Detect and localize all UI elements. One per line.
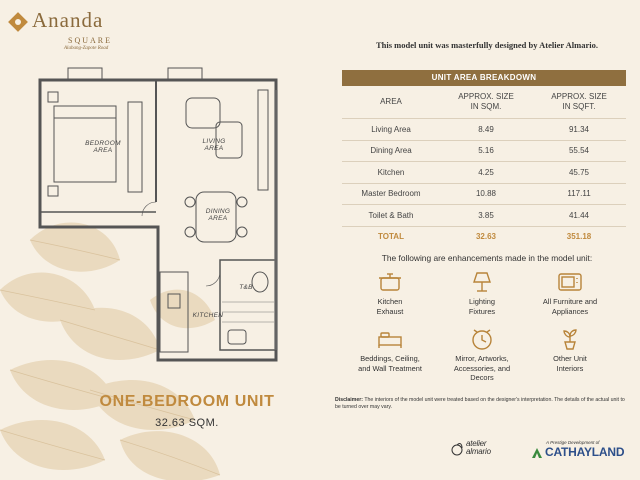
- header-sqm: APPROX. SIZE IN SQM.: [458, 92, 514, 111]
- bed-icon: [377, 327, 403, 351]
- floor-plan: [38, 62, 288, 362]
- plan-label-bedroom: BEDROOM AREA: [85, 140, 121, 154]
- plant-icon: [557, 327, 583, 351]
- brand-address: Alabang-Zapote Road: [64, 46, 109, 51]
- atelier-line1: atelier: [466, 439, 487, 448]
- enhancement-item: [442, 270, 522, 316]
- row-area: Toilet & Bath: [368, 210, 414, 220]
- row-sqft: 91.34: [568, 124, 590, 134]
- row-sqft: 45.75: [568, 167, 590, 177]
- unit-area: 32.63 SQM.: [155, 417, 219, 429]
- row-sqft: 41.44: [568, 210, 590, 220]
- table-row: [342, 184, 626, 206]
- atelier-line2: almario: [466, 447, 491, 456]
- cathayland-logo: [530, 440, 640, 470]
- table-title: UNIT AREA BREAKDOWN: [342, 70, 626, 86]
- plan-label-living: LIVING AREA: [202, 138, 226, 152]
- enhancement-label: All Furniture and Appliances: [542, 297, 598, 316]
- brand-logo: [8, 8, 148, 54]
- row-sqm: 8.49: [478, 124, 494, 134]
- row-area: Living Area: [371, 124, 411, 134]
- row-area: Master Bedroom: [361, 189, 421, 199]
- plan-label-dining: DINING AREA: [205, 208, 231, 222]
- row-sqft: 55.54: [568, 146, 590, 156]
- unit-area-table: [342, 70, 626, 247]
- disclaimer-label: Disclaimer:: [335, 397, 363, 403]
- cathay-tagline: A Prestige Development of: [546, 440, 600, 445]
- total-sqft: 351.18: [566, 232, 592, 242]
- plan-label-tb: T&B: [239, 284, 253, 291]
- table-row: [342, 205, 626, 227]
- header-area: AREA: [380, 97, 402, 106]
- total-sqm: 32.63: [475, 232, 497, 242]
- enhancement-label: Beddings, Ceiling, and Wall Treatment: [358, 354, 422, 373]
- atelier-mark-icon: [450, 440, 464, 460]
- table-row: [342, 162, 626, 184]
- row-sqm: 10.88: [475, 189, 497, 199]
- designed-by-note: This model unit was masterfully designed by Atelier Almario.: [375, 40, 599, 50]
- enhancement-item: [350, 270, 430, 316]
- total-label: TOTAL: [378, 232, 404, 242]
- microwave-icon: [557, 270, 583, 294]
- table-row: [342, 141, 626, 163]
- brand-name: Ananda: [32, 8, 104, 32]
- clock-icon: [469, 327, 495, 351]
- enhancement-label: Other Unit Interiors: [553, 354, 587, 373]
- table-row: [342, 119, 626, 141]
- table-header-row: [342, 86, 626, 119]
- disclaimer: [335, 397, 630, 411]
- pot-icon: [377, 270, 403, 294]
- atelier-text: [466, 440, 491, 456]
- lamp-icon: [469, 270, 495, 294]
- plan-label-kitchen: KITCHEN: [192, 312, 224, 319]
- ananda-mark-icon: [8, 12, 28, 32]
- row-area: Kitchen: [377, 167, 405, 177]
- floor-plan-drawing: [38, 62, 288, 362]
- row-sqm: 3.85: [478, 210, 494, 220]
- enhancement-item: [442, 327, 522, 383]
- header-sqft: APPROX. SIZE IN SQFT.: [551, 92, 607, 111]
- brand-sub: SQUARE: [68, 36, 113, 45]
- cathay-name: CATHAYLAND: [545, 445, 625, 459]
- disclaimer-text: The interiors of the model unit were treated based on the designer's interpretation. The details of the actual unit to be turned over may vary.: [335, 397, 625, 410]
- unit-title: ONE-BEDROOM UNIT: [99, 393, 275, 410]
- enhancement-item: [530, 327, 610, 373]
- atelier-almario-logo: [450, 438, 520, 466]
- enhancement-item: [530, 270, 610, 316]
- enhancement-label: Mirror, Artworks, Accessories, and Decors: [453, 354, 511, 382]
- row-sqm: 4.25: [478, 167, 494, 177]
- enhancements-intro: The following are enhancements made in the model unit:: [381, 253, 593, 263]
- enhancement-label: Lighting Fixtures: [468, 297, 496, 316]
- enhancement-label: Kitchen Exhaust: [376, 297, 404, 316]
- row-sqft: 117.11: [567, 189, 591, 199]
- row-area: Dining Area: [370, 146, 412, 156]
- enhancement-item: [350, 327, 430, 373]
- cathay-mark-icon: [530, 446, 544, 460]
- table-total-row: [342, 227, 626, 248]
- row-sqm: 5.16: [478, 146, 494, 156]
